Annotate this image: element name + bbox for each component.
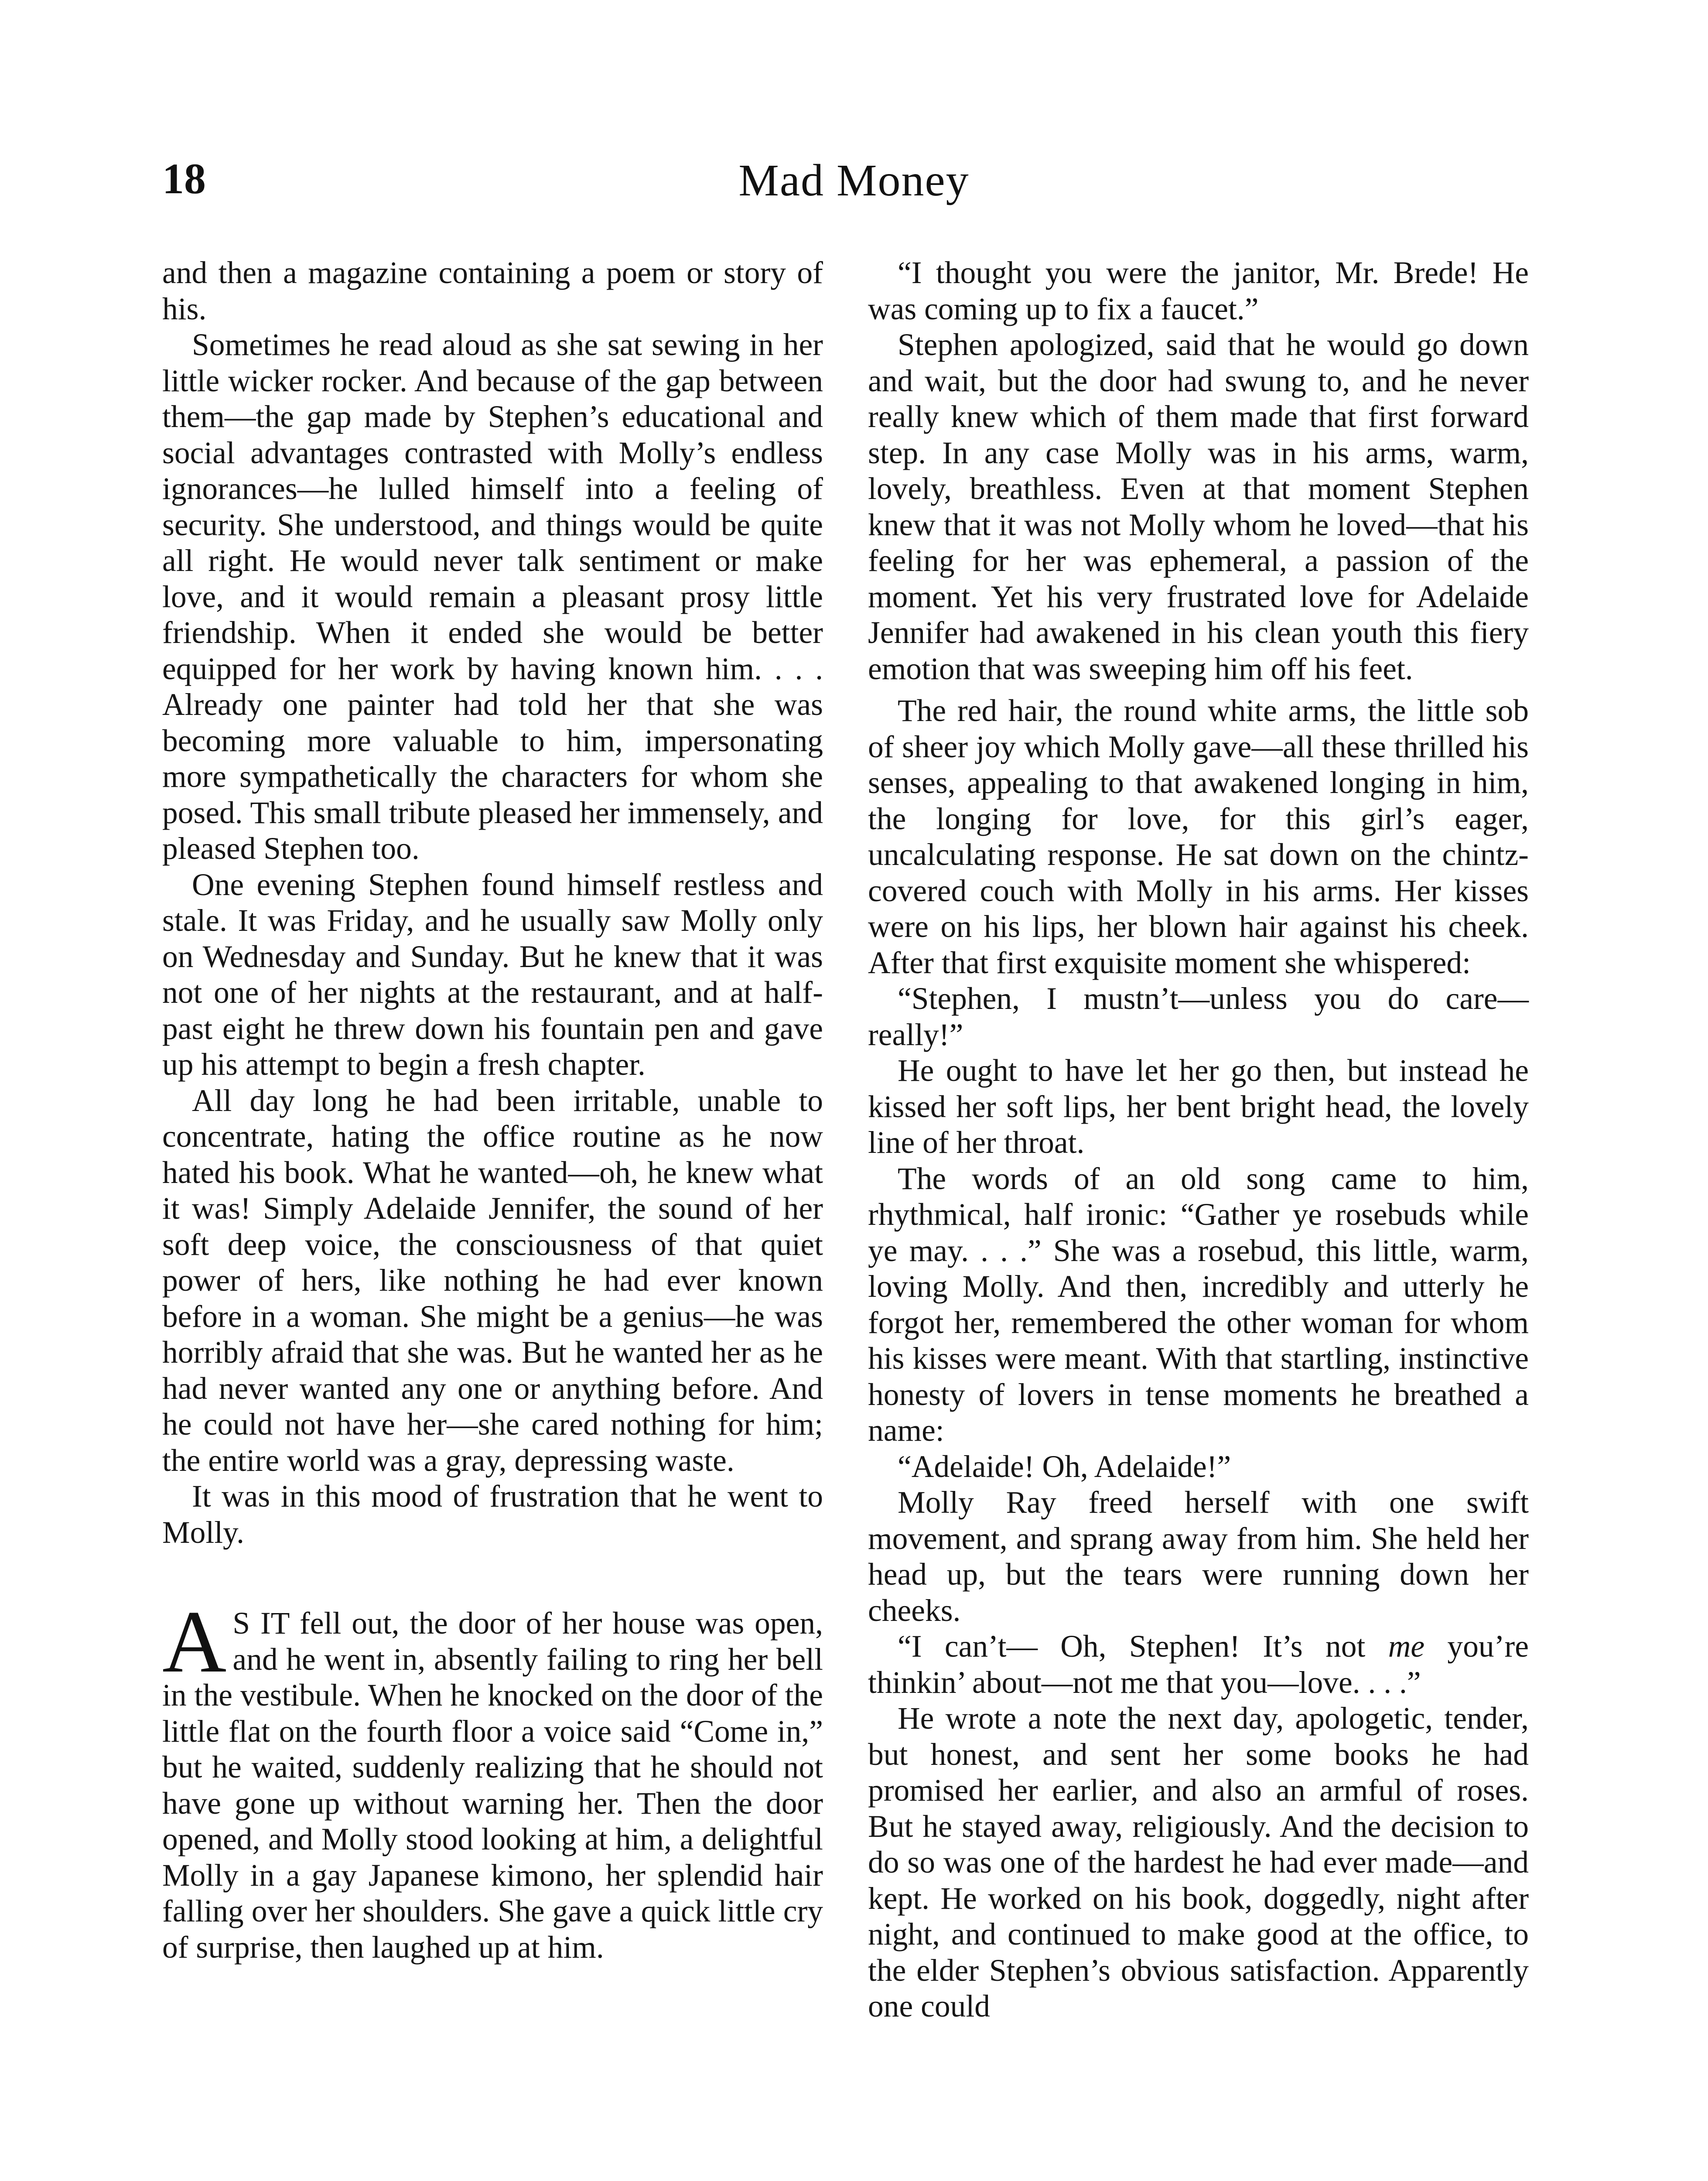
quote-text: “I can’t— Oh, Stephen! It’s not [898,1629,1388,1664]
paragraph: The red hair, the round white arms, the little sob of sheer joy which Molly gave—all these thrilled his senses, appealing to that awakened longing in him, the longing for love, for this girl’s eager, uncalculating response. He sat down on the chintz-covered couch with Molly in his arms. Her kisses were on his lips, her blown hair against his cheek. After that first exquisite moment she whispered: [868,694,1529,980]
section-opening-text: S IT fell out, the door of her house was open, and he went in, absently failing to ring her bell in the vestibule. When he knocked on the door of the little flat on the fourth floor a voice said “Come in,” but he waited, suddenly realizing that he should not have gone up without warning her. Then the door opened, and Molly stood looking at him, a delightful Molly in a gay Japanese kimono, her splendid hair falling over her shoulders. She gave a quick little cry of surprise, then laughed up at him. [162,1606,823,1965]
page-number: 18 [162,154,206,203]
quoted-paragraph [868,1629,1529,1701]
paragraph: One evening Stephen found himself restless and stale. It was Friday, and he usually saw Molly only on Wednesday and Sunday. But he knew that it was not one of her nights at the restaurant, and at half-past eight he threw down his fountain pen and gave up his attempt to begin a fresh chapter. [162,867,823,1082]
paragraph: “I thought you were the janitor, Mr. Brede! He was coming up to fix a faucet.” [868,256,1529,326]
paragraph: “Stephen, I mustn’t—unless you do care—really!” [868,981,1529,1052]
paragraph: Stephen apologized, said that he would go down and wait, but the door had swung to, and he never really knew which of them made that first forward step. In any case Molly was in his arms, warm, lovely, breathless. Even at that moment Stephen knew that it was not Molly whom he loved—that his feeling for her was ephemeral, a passion of the moment. Yet his very frustrated love for Adelaide Jennifer had awakened in his clean youth this fiery emotion that was sweeping him off his feet. [868,328,1529,686]
running-title: Mad Money [738,155,970,205]
paragraph: He wrote a note the next day, apologetic, tender, but honest, and sent her some books he had promised her earlier, and also an armful of roses. But he stayed away, religiously. And the decision to do so was one of the hardest he had ever made—and kept. He worked on his book, doggedly, night after night, and continued to make good at the office, to the elder Stephen’s obvious satisfaction. Apparently one could [868,1701,1529,2024]
left-column [162,255,823,1966]
paragraph: Molly Ray freed herself with one swift movement, and sprang away from him. She held her head up, but the tears were running down her cheeks. [868,1485,1529,1628]
paragraph: “Adelaide! Oh, Adelaide!” [898,1449,1231,1484]
paragraph: It was in this mood of frustration that he went to Molly. [162,1479,823,1550]
paragraph: The words of an old song came to him, rhythmical, half ironic: “Gather ye rosebuds while ye may. . . .” She was a rosebud, this little, warm, loving Molly. And then, incredibly and utterly he forgot her, remembered the other woman for whom his kisses were meant. With that startling, instinctive honesty of lovers in tense moments he breathed a name: [868,1161,1529,1448]
paragraph: All day long he had been irritable, unable to concentrate, hating the office routine as he now hated his book. What he wanted—oh, he knew what it was! Simply Adelaide Jennifer, the sound of her soft deep voice, the consciousness of that quiet power of hers, like nothing he had ever known before in a woman. She might be a genius—he was horribly afraid that she was. But he wanted her as he had never wanted any one or anything before. And he could not have her—she cared nothing for him; the entire world was a gray, depressing waste. [162,1083,823,1478]
quote-text: you’re thinkin’ about—not me that you—love. . . .” [868,1629,1529,1700]
paragraph: He ought to have let her go then, but instead he kissed her soft lips, her bent bright head, the lovely line of her throat. [868,1053,1529,1160]
drop-cap: A [162,1593,227,1691]
emphasis-text: me [1388,1629,1425,1664]
paragraph: and then a magazine containing a poem or story of his. [162,256,823,326]
paragraph: Sometimes he read aloud as she sat sewing in her little wicker rocker. And because of the gap between them—the gap made by Stephen’s educational and social advantages contrasted with Molly’s endless ignorances—he lulled himself into a feeling of security. She understood, and things would be quite all right. He would never talk sentiment or make love, and it would remain a pleasant prosy little friendship. When it ended she would be better equipped for her work by having known him. . . . Already one painter had told her that she was becoming more valuable to him, impersonating more sympathetically the characters for whom she posed. This small tribute pleased her immensely, and pleased Stephen too. [162,328,823,866]
right-column [868,255,1529,2025]
section-opening-paragraph [162,1593,823,1966]
